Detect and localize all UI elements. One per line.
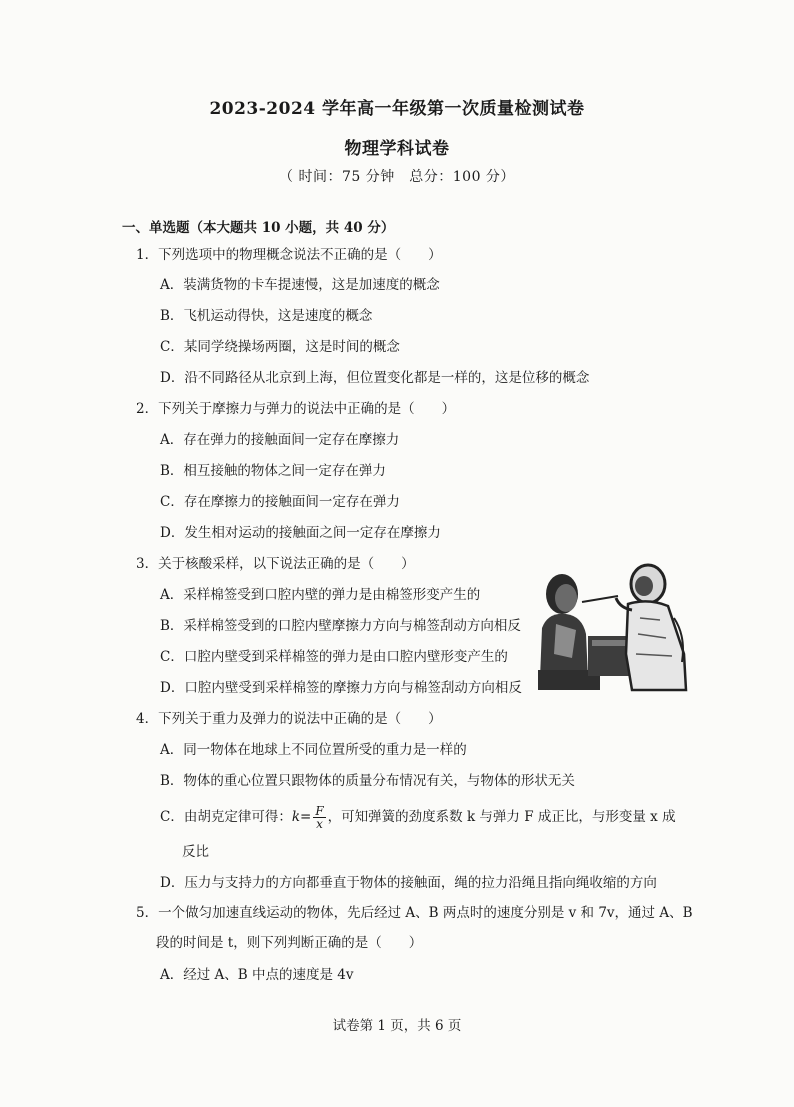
question-4-option-c-prefix: C．由胡克定律可得： xyxy=(160,809,292,825)
question-5-option-a: A．经过 A、B 中点的速度是 4v xyxy=(160,967,354,983)
hooke-law-fraction xyxy=(313,805,325,830)
question-3-option-a: A．采样棉签受到口腔内壁的弹力是由棉签形变产生的 xyxy=(160,587,481,603)
question-2-stem: 2．下列关于摩擦力与弹力的说法中正确的是（ ） xyxy=(136,401,456,417)
formula-equals: = xyxy=(300,809,312,825)
question-3-option-d: D．口腔内壁受到采样棉签的摩擦力方向与棉签刮动方向相反 xyxy=(160,680,522,696)
subject-title: 物理学科试卷 xyxy=(344,139,450,159)
formula-k: k xyxy=(291,809,301,825)
question-3-stem: 3．关于核酸采样，以下说法正确的是（ ） xyxy=(136,556,415,572)
question-1-option-b: B．飞机运动得快，这是速度的概念 xyxy=(160,308,373,324)
question-4-option-c xyxy=(160,805,676,830)
exam-meta: （ 时间：75 分钟 总分：100 分） xyxy=(279,169,515,185)
question-4-option-a: A．同一物体在地球上不同位置所受的重力是一样的 xyxy=(160,742,467,758)
question-4-option-d: D．压力与支持力的方向都垂直于物体的接触面，绳的拉力沿绳且指向绳收缩的方向 xyxy=(160,875,657,891)
question-2-option-b: B．相互接触的物体之间一定存在弹力 xyxy=(160,463,386,479)
question-4-stem: 4．下列关于重力及弹力的说法中正确的是（ ） xyxy=(136,711,442,727)
question-3-option-c: C．口腔内壁受到采样棉签的弹力是由口腔内壁形变产生的 xyxy=(160,649,508,665)
question-2-option-c: C．存在摩擦力的接触面间一定存在弹力 xyxy=(160,494,400,510)
question-5-stem-line-2: 段的时间是 t，则下列判断正确的是（ ） xyxy=(156,935,423,951)
question-2-option-a: A．存在弹力的接触面间一定存在摩擦力 xyxy=(160,432,400,448)
question-5-stem-line-1: 5．一个做匀加速直线运动的物体，先后经过 A、B 两点时的速度分别是 v 和 7v，通过 A、B xyxy=(136,905,693,921)
question-4-option-b: B．物体的重心位置只跟物体的质量分布情况有关，与物体的形状无关 xyxy=(160,773,575,789)
question-1-stem: 1．下列选项中的物理概念说法不正确的是（ ） xyxy=(136,247,442,263)
question-3-option-b: B．采样棉签受到的口腔内壁摩擦力方向与棉签刮动方向相反 xyxy=(160,618,521,634)
question-1-option-d: D．沿不同路径从北京到上海，但位置变化都是一样的，这是位移的概念 xyxy=(160,370,590,386)
question-4-option-c-suffix: ，可知弹簧的劲度系数 k 与弹力 F 成正比，与形变量 x 成 xyxy=(327,809,676,825)
question-2-option-d: D．发生相对运动的接触面之间一定存在摩擦力 xyxy=(160,525,441,541)
question-1-option-c: C．某同学绕操场两圈，这是时间的概念 xyxy=(160,339,400,355)
fraction-numerator: F xyxy=(315,804,324,818)
exam-title: 2023-2024 学年高一年级第一次质量检测试卷 xyxy=(209,99,585,119)
page-footer: 试卷第 1 页，共 6 页 xyxy=(332,1018,462,1034)
fraction-denominator: x xyxy=(316,817,323,831)
question-4-option-c-continuation: 反比 xyxy=(182,844,209,860)
question-1-option-a: A．装满货物的卡车提速慢，这是加速度的概念 xyxy=(160,277,440,293)
nucleic-acid-sampling-illustration xyxy=(536,558,690,692)
section-heading: 一、单选题（本大题共 10 小题，共 40 分） xyxy=(122,220,395,236)
